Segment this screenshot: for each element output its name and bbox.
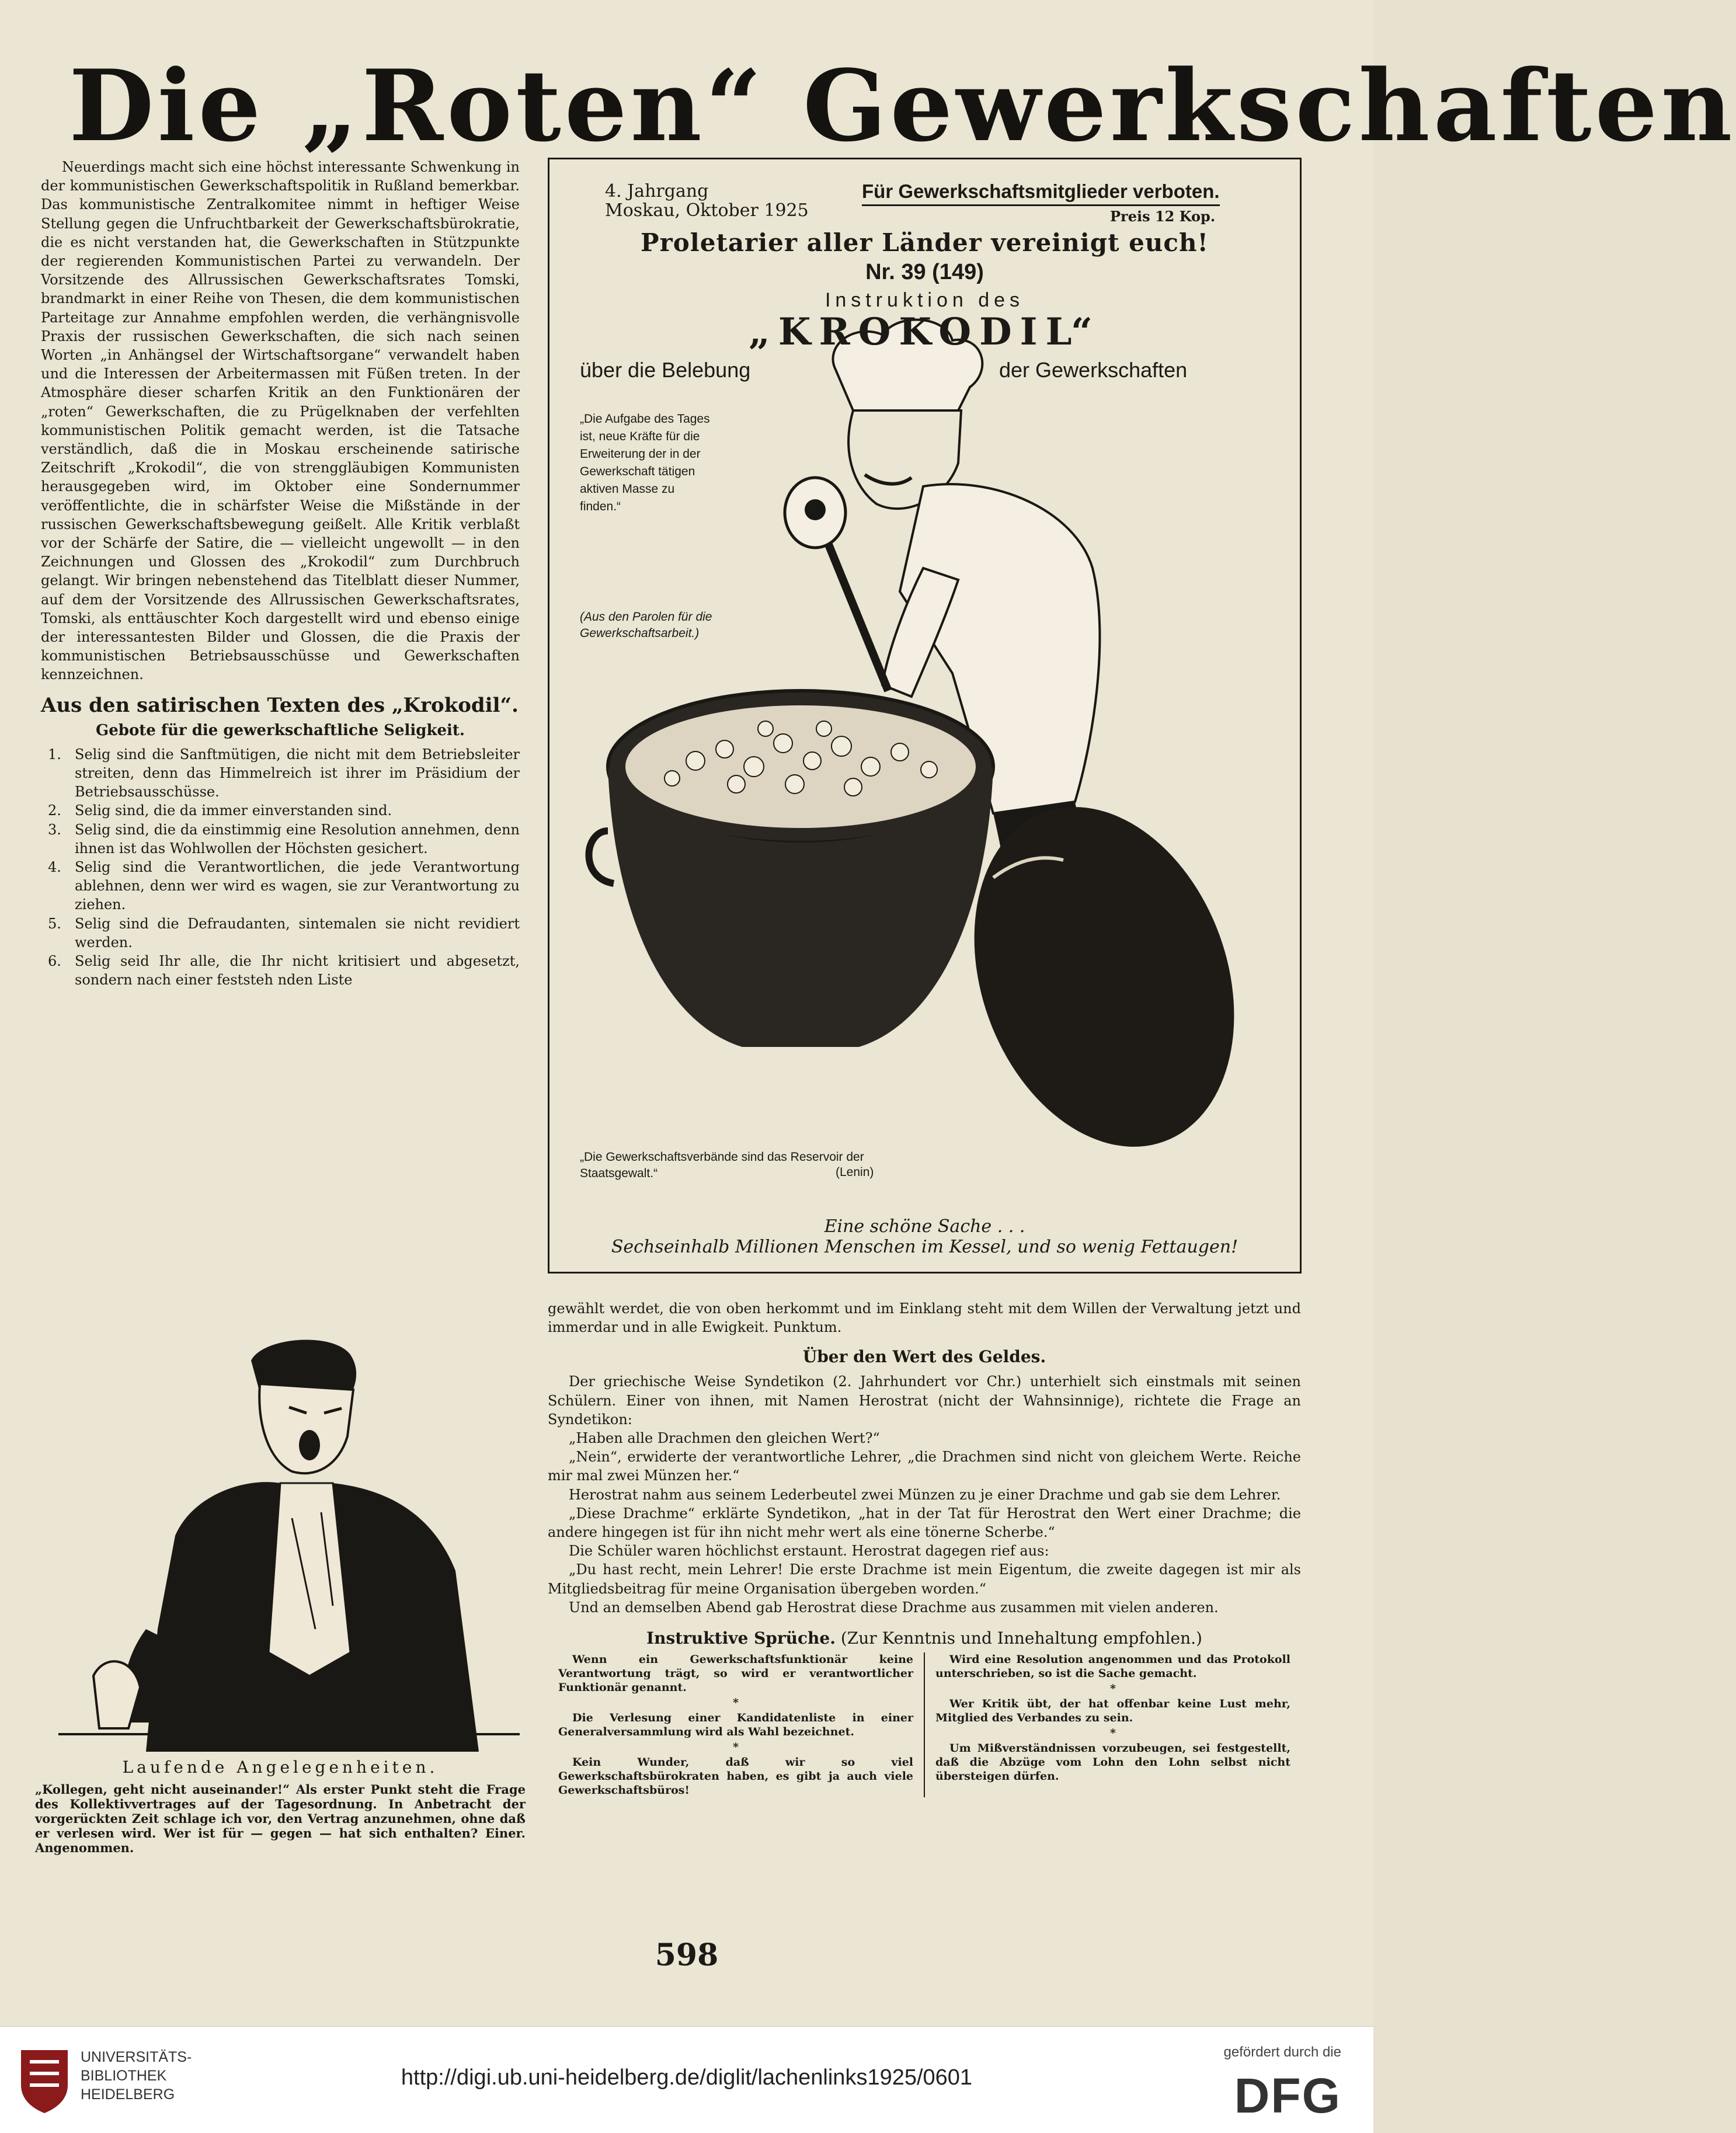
krokodil-subtitle-left: über die Belebung bbox=[580, 358, 751, 382]
sayings-left-column bbox=[548, 1652, 924, 1797]
left-column bbox=[41, 158, 520, 989]
krokodil-slogan: Proletarier aller Länder vereinigt euch! bbox=[641, 228, 1209, 257]
saying: Um Mißverständnissen vorzubeugen, sei festgestellt, daß die Abzüge vom Lohn den Lohn selbst nicht übersteigen dürfen. bbox=[935, 1742, 1290, 1783]
money-story bbox=[548, 1372, 1301, 1617]
section-title: Aus den satirischen Texten des „Krokodil“. bbox=[41, 693, 519, 717]
footer-bar bbox=[0, 2026, 1373, 2133]
money-paragraph: Die Schüler waren höchlichst erstaunt. Herostrat dagegen rief aus: bbox=[569, 1543, 1049, 1560]
money-title: Über den Wert des Geldes. bbox=[802, 1347, 1046, 1367]
krokodil-instruktion: Instruktion des bbox=[824, 289, 1025, 311]
krokodil-lenin-quote: „Die Gewerkschaftsverbände sind das Reservoir der Staatsgewalt.“ bbox=[580, 1150, 864, 1180]
list-item: 6. Selig seid Ihr alle, die Ihr nicht kritisiert und abgesetzt, sondern nach einer feststeh nden Liste bbox=[48, 952, 520, 989]
krokodil-lenin-name: (Lenin) bbox=[836, 1165, 874, 1179]
saying: Wer Kritik übt, der hat offenbar keine Lust mehr, Mitglied des Verbandes zu sein. bbox=[935, 1697, 1290, 1725]
krokodil-caption-2: Sechseinhalb Millionen Menschen im Kessel, und so wenig Fettaugen! bbox=[611, 1237, 1238, 1257]
separator-star: * bbox=[1110, 1727, 1116, 1740]
saying: Wenn ein Gewerkschaftsfunktionär keine Verantwortung trägt, so wird er verantwortlicher Funktionär genannt. bbox=[558, 1653, 913, 1694]
page-number: 598 bbox=[655, 1937, 719, 1973]
sayings-right-column bbox=[924, 1652, 1301, 1797]
list-item: 1. Selig sind die Sanftmütigen, die nicht mit dem Betriebsleiter streiten, denn das Himmelreich ist ihrer im Präsidium der Betriebsausschüsse. bbox=[48, 746, 520, 801]
sayings-title: Instruktive Sprüche. bbox=[646, 1629, 836, 1648]
money-paragraph: „Nein“, erwiderte der verantwortliche Lehrer, „die Drachmen sind nicht von gleichem Werte. Reiche mir mal zwei Münzen her.“ bbox=[548, 1449, 1301, 1484]
krokodil-quote-source: (Aus den Parolen für die Gewerkschaftsarbeit.) bbox=[580, 610, 712, 640]
section-subtitle: Gebote für die gewerkschaftliche Seligkeit. bbox=[96, 721, 465, 739]
saying: Die Verlesung einer Kandidatenliste in einer Generalversammlung wird als Wahl bezeichnet. bbox=[558, 1711, 913, 1739]
money-paragraph: Und an demselben Abend gab Herostrat diese Drachme aus zusammen mit vielen anderen. bbox=[569, 1599, 1219, 1616]
sayings-note: (Zur Kenntnis und Innehaltung empfohlen.) bbox=[840, 1629, 1202, 1648]
krokodil-cover bbox=[548, 158, 1302, 1273]
money-paragraph: „Du hast recht, mein Lehrer! Die erste Drachme ist mein Eigentum, die zweite dagegen ist mir als Mitgliedsbeitrag für meine Organisation übergeben worden.“ bbox=[548, 1561, 1301, 1597]
headline: Die „Roten“ Gewerkschaften bbox=[69, 48, 1736, 163]
krokodil-subtitle-right: der Gewerkschaften bbox=[999, 358, 1188, 382]
list-item: 3. Selig sind, die da einstimmig eine Resolution annehmen, denn ihnen ist das Wohlwollen der Höchsten gesichert. bbox=[48, 821, 520, 857]
cartoon-speaker-illustration bbox=[58, 1325, 520, 1752]
continuation-paragraph: gewählt werdet, die von oben herkommt und im Einklang steht mit dem Willen der Verwaltung jetzt und immerdar und in alle Ewigkeit. Punktum. bbox=[548, 1300, 1301, 1336]
saying: Kein Wunder, daß wir so viel Gewerkschaftsbürokraten haben, es gibt ja auch viele Gewerkschaftsbüros! bbox=[558, 1756, 913, 1797]
dfg-logo: DFG bbox=[1234, 2068, 1341, 2123]
cartoon-caption: „Kollegen, geht nicht auseinander!“ Als erster Punkt steht die Frage des Kollektivvertrages auf der Tagesordnung. In Anbetracht der vorgerückten Zeit schlage ich vor, den Vertrag anzunehmen, ohne daß er verlesen wird. Wer ist für — gegen — hat sich enthalten? Einer. Angenommen. bbox=[35, 1782, 526, 1855]
money-paragraph: Herostrat nahm aus seinem Lederbeutel zwei Münzen zu je einer Drachme und gab sie dem Lehrer. bbox=[569, 1486, 1281, 1503]
money-paragraph: Der griechische Weise Syndetikon (2. Jahrhundert vor Chr.) unterhielt sich einstmals mit seinen Schülern. Einer von ihnen, mit Namen Herostrat (nicht der Wahnsinnige), richtete die Frage an Syndetikon: bbox=[548, 1373, 1301, 1428]
money-paragraph: „Haben alle Drachmen den gleichen Wert?“ bbox=[569, 1430, 880, 1447]
library-name: UNIVERSITÄTS- BIBLIOTHEK HEIDELBERG bbox=[81, 2049, 192, 2103]
source-url-link[interactable]: http://digi.ub.uni-heidelberg.de/diglit/lachenlinks1925/0601 bbox=[401, 2065, 973, 2090]
intro-text bbox=[41, 158, 520, 684]
continuation-text bbox=[548, 1299, 1301, 1337]
krokodil-title: „KROKODIL“ bbox=[749, 310, 1101, 354]
separator-star: * bbox=[733, 1696, 739, 1710]
krokodil-quote: „Die Aufgabe des Tages ist, neue Kräfte für die Erweiterung der in der Gewerkschaft tätigen aktiven Masse zu finden.“ bbox=[580, 412, 710, 513]
list-item: 5. Selig sind die Defraudanten, sintemalen sie nicht revidiert werden. bbox=[48, 915, 520, 951]
krokodil-issue-number: Nr. 39 (149) bbox=[865, 260, 984, 284]
list-item: 2. Selig sind, die da immer einverstanden sind. bbox=[48, 802, 392, 819]
krokodil-price: Preis 12 Kop. bbox=[1110, 208, 1216, 225]
right-column bbox=[548, 1299, 1301, 1797]
krokodil-forbidden-notice: Für Gewerkschaftsmitglieder verboten. bbox=[862, 180, 1220, 206]
sayings-columns bbox=[548, 1652, 1301, 1797]
sayings-heading bbox=[548, 1629, 1301, 1648]
funding-note: gefördert durch die bbox=[1223, 2044, 1341, 2060]
saying: Wird eine Resolution angenommen und das Protokoll unterschrieben, so ist die Sache gemacht. bbox=[935, 1653, 1290, 1680]
separator-star: * bbox=[733, 1741, 739, 1754]
krokodil-jahrgang: 4. Jahrgang Moskau, Oktober 1925 bbox=[605, 181, 809, 221]
cartoon-title: Laufende Angelegenheiten. bbox=[122, 1758, 439, 1777]
rules-list bbox=[41, 745, 520, 990]
separator-star: * bbox=[1110, 1682, 1116, 1696]
money-paragraph: „Diese Drachme“ erklärte Syndetikon, „hat in der Tat für Herostrat den Wert einer Drachme; die andere hingegen ist für ihn nicht mehr wert als eine tönerne Scherbe.“ bbox=[548, 1505, 1301, 1541]
krokodil-caption-1: Eine schöne Sache . . . bbox=[824, 1216, 1025, 1237]
list-item: 4. Selig sind die Verantwortlichen, die jede Verantwortung ablehnen, denn wer wird es wagen, sie zur Verantwortung zu ziehen. bbox=[48, 858, 520, 913]
intro-paragraph: Neuerdings macht sich eine höchst interessante Schwenkung in der kommunistischen Gewerkschaftspolitik in Rußland bemerkbar. Das kommunistische Zentralkomitee nimmt in heftiger Weise Stellung gegen die Unfruchtbarkeit der Gewerkschaftsbürokratie, die es nicht verstanden hat, die Gewerkschaften in Stützpunkte der regierenden Kommunistischen Partei zu verwandeln. Der Vorsitzende des Allrussischen Gewerkschaftsrates Tomski, brandmarkt in einer Reihe von Thesen, die dem kommunistischen Parteitage zur Annahme empfohlen werden, die verhängnisvolle Praxis der russischen Gewerkschaften, die sich nach seinen Worten „in Anhängsel der Wirtschaftsorgane“ verwandelt haben und die Interessen der Arbeitermassen mit Füßen treten. In der Atmosphäre dieser scharfen Kritik an den Funktionären der „roten“ Gewerkschaften, die zu Prügelknaben der verfehlten kommunistischen Politik gemacht werden, ist die Tatsache verständlich, daß die in Moskau erscheinende satirische Zeitschrift „Krokodil“, die von strenggläubigen Kommunisten herausgegeben wird, im Oktober eine Sondernummer veröffentlichte, die in schärfster Weise die Mißstände in der russischen Gewerkschaftsbewegung geißelt. Alle Kritik verblaßt vor der Schärfe der Satire, die — vielleicht ungewollt — in den Zeichnungen und Glossen des „Krokodil“ zum Durchbruch gelangt. Wir bringen nebenstehend das Titelblatt dieser Nummer, auf dem der Vorsitzende des Allrussischen Gewerkschaftsrates, Tomski, als enttäuschter Koch dargestellt wird und ebenso einige der interessantesten Bilder und Glossen, die die Praxis der kommunistischen Betriebsausschüsse und Gewerkschaften kennzeichnen. bbox=[41, 159, 520, 683]
